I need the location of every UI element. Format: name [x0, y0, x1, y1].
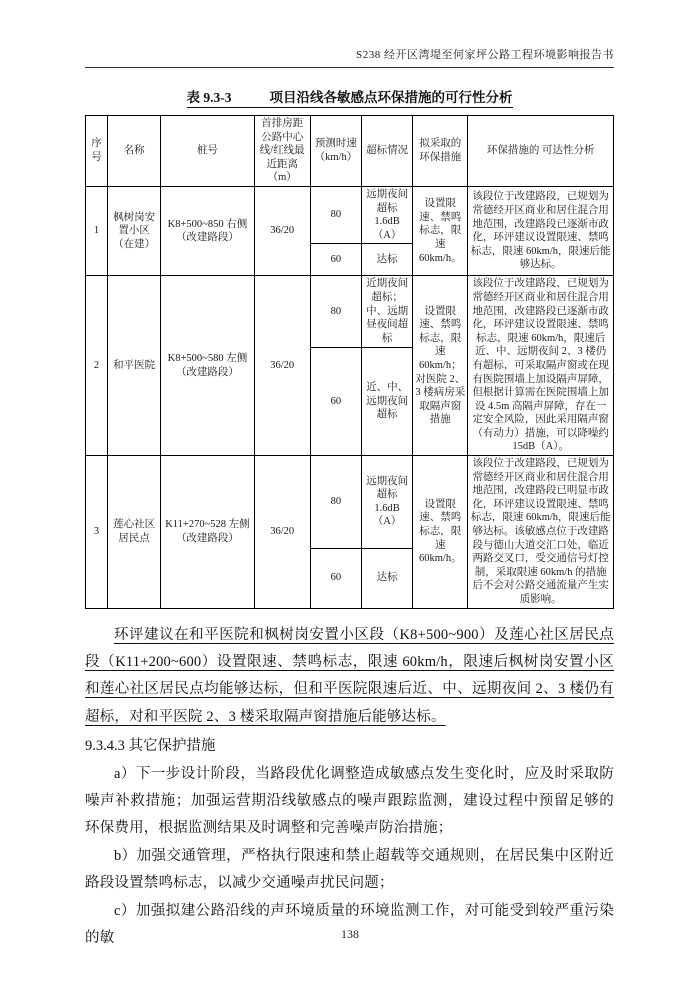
- table-title-text: 项目沿线各敏感点环保措施的可行性分析: [269, 90, 513, 105]
- paragraph-b: b）加强交通管理，严格执行限速和禁止超载等交通规则，在居民集中区附近路段设置禁鸣标志，以减少交通噪声扰民问题；: [85, 847, 614, 892]
- running-header: S238 经开区湾堤至何家坪公路工程环境影响报告书: [356, 49, 614, 61]
- row2-stake: K8+500~580 左侧（改建路段）: [161, 276, 254, 456]
- row1-name: 枫树岗安置小区（在建）: [108, 186, 161, 275]
- row3-seq: 3: [86, 456, 108, 609]
- row2-measures: 设置限速、禁鸣标志，限速 60km/h；对医院 2、3 楼病房采取隔声窗措施: [413, 276, 468, 456]
- row3-distance: 36/20: [254, 456, 310, 609]
- table-row: [86, 276, 614, 347]
- row1-measures: 设置限速、禁鸣标志，限速 60km/h。: [413, 186, 468, 275]
- row3-status-80: 远期夜间超标1.6dB（A）: [362, 456, 413, 549]
- row2-status-80: 近期夜间超标；中、远期昼夜间超标: [362, 276, 413, 347]
- col-header-speed: 预测时速（km/h）: [310, 116, 361, 187]
- table-header-row: [86, 116, 614, 187]
- row2-distance: 36/20: [254, 276, 310, 456]
- row2-speed-60: 60: [310, 347, 361, 455]
- row2-speed-80: 80: [310, 276, 361, 347]
- page-number: 138: [341, 927, 359, 941]
- section-heading: 9.3.4.3 其它保护措施: [85, 738, 216, 755]
- col-header-measures: 拟采取的环保措施: [413, 116, 468, 187]
- row1-distance: 36/20: [254, 186, 310, 275]
- col-header-distance: 首排房距公路中心线/红线最近距离（m）: [254, 116, 310, 187]
- col-header-status: 超标情况: [362, 116, 413, 187]
- col-header-seq: 序号: [86, 116, 108, 187]
- header-rule: [85, 67, 614, 68]
- paragraph-c: c）加强拟建公路沿线的声环境质量的环境监测工作，对可能受到较严重污染的敏: [85, 902, 614, 947]
- table-caption-underline: [187, 86, 513, 108]
- table-label: 表 9.3-3: [186, 90, 232, 105]
- sensitive-points-measures-table: [85, 115, 614, 609]
- row2-seq: 2: [86, 276, 108, 456]
- col-header-analysis: 环保措施的 可达性分析: [468, 116, 614, 187]
- row1-analysis: 该段位于改建路段，已规划为常德经开区商业和居住混合用地范围，改建路段已逐渐市政化，环评建议设置限速、禁鸣标志，限速 60km/h，限速后能够达标。: [468, 186, 614, 275]
- row1-stake: K8+500~850 右侧（改建路段）: [161, 186, 254, 275]
- row1-speed-80: 80: [310, 186, 361, 243]
- row3-speed-60: 60: [310, 548, 361, 608]
- table-caption: [85, 86, 614, 108]
- col-header-name: 名称: [108, 116, 161, 187]
- col-header-stake: 桩号: [161, 116, 254, 187]
- paragraph-a: a）下一步设计阶段，当路段优化调整造成敏感点发生变化时，应及时采取防噪声补救措施；加强运营期沿线敏感点的噪声跟踪监测，建设过程中预留足够的环保费用，根据监测结果及时调整和完善噪声防治措施；: [85, 765, 614, 837]
- row2-analysis: 该段位于改建路段，已规划为常德经开区商业和居住混合用地范围，改建路段已逐渐市政化，环评建议设置限速、禁鸣标志，限速 60km/h，限速后近、中、远期夜间 2、3 楼仍有超标，可采取隔声窗或在现有医院围墙上加设隔声屏障，但根据计算需在医院围墙上加设 4.5m 高隔声屏障，存在一定安全风险，因此采用隔声窗（有动力）措施，可以降噪约 15dB（A）。: [468, 276, 614, 456]
- row1-speed-60: 60: [310, 244, 361, 276]
- row1-seq: 1: [86, 186, 108, 275]
- row1-status-80: 远期夜间超标1.6dB（A）: [362, 186, 413, 243]
- row3-stake: K11+270~528 左侧（改建路段）: [161, 456, 254, 609]
- table-row: [86, 456, 614, 549]
- row3-analysis: 该段位于改建路段，已规划为常德经开区商业和居住混合用地范围，改建路段已明显市政化，环评建议设置限速、禁鸣标志，限速 60km/h，限速后能够达标。该敏感点位于改建路段与德山大道交汇口处，临近两路交叉口，受交通信号灯控制，采取限速 60km/h 的措施后不会对公路交通流量产生实质影响。: [468, 456, 614, 609]
- table-row: [86, 186, 614, 243]
- row1-status-60: 达标: [362, 244, 413, 276]
- row3-measures: 设置限速、禁鸣标志，限速 60km/h。: [413, 456, 468, 609]
- row2-name: 和平医院: [108, 276, 161, 456]
- row3-name: 莲心社区居民点: [108, 456, 161, 609]
- row3-status-60: 达标: [362, 548, 413, 608]
- summary-paragraph: 环评建议在和平医院和枫树岗安置小区段（K8+500~900）及莲心社区居民点段（K11+200~600）设置限速、禁鸣标志，限速 60km/h，限速后枫树岗安置小区和莲心社区居民点均能够达标，但和平医院限速后近、中、远期夜间 2、3 楼仍有超标，对和平医院 2、3 楼采取隔声窗措施后能够达标。: [85, 626, 614, 725]
- row2-status-60: 近、中、远期夜间超标: [362, 347, 413, 455]
- row3-speed-80: 80: [310, 456, 361, 549]
